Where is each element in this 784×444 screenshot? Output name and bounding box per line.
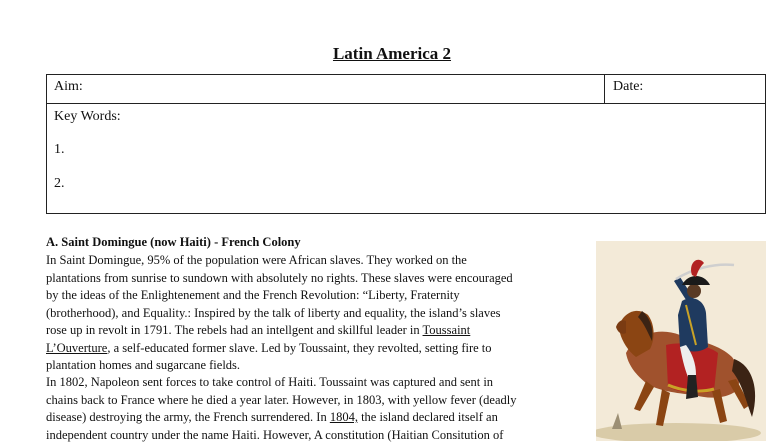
- text-line: by the ideas of the Enlightenement and the French Revolution: “Liberty, Fraternity: [46, 287, 588, 305]
- date-cell[interactable]: [605, 75, 765, 103]
- toussaint-link-part1: Toussaint: [423, 323, 471, 337]
- text-line: independent country under the name Haiti. However, A constitution (Haitian Consitution of: [46, 427, 588, 444]
- aim-cell[interactable]: [47, 75, 605, 103]
- page-title: Latin America 2: [0, 44, 784, 64]
- key-words-label: Key Words:: [54, 109, 121, 125]
- toussaint-link-part2: L’Ouverture: [46, 341, 107, 355]
- aim-date-row: [47, 75, 765, 104]
- text-line: chains back to France where he died a year later. However, in 1803, with yellow fever (deadly: [46, 392, 588, 410]
- paragraph-1: [46, 252, 588, 375]
- text-line: [46, 322, 588, 340]
- text-segment: disease) destroying the army, the French surrendered. In: [46, 410, 330, 424]
- date-label: Date:: [613, 79, 643, 95]
- equestrian-portrait-illustration: [596, 241, 766, 441]
- text-line: (brotherhood), and Equality.: Inspired by the talk of liberty and equality, the island’s slaves: [46, 305, 588, 323]
- section-heading: A. Saint Domingue (now Haiti) - French Colony: [46, 235, 301, 250]
- aim-label: Aim:: [54, 79, 83, 95]
- year-1804-underlined: 1804,: [330, 410, 358, 424]
- text-line: [46, 409, 588, 427]
- header-table: [46, 74, 766, 214]
- paragraph-2: [46, 374, 588, 444]
- text-line: [46, 340, 588, 358]
- text-line: In 1802, Napoleon sent forces to take control of Haiti. Toussaint was captured and sent in: [46, 374, 588, 392]
- text-segment: rose up in revolt in 1791. The rebels had an intellgent and skillful leader in: [46, 323, 423, 337]
- text-line: In Saint Domingue, 95% of the population were African slaves. They worked on the: [46, 252, 588, 270]
- key-word-item-2[interactable]: 2.: [54, 176, 65, 192]
- key-word-item-1[interactable]: 1.: [54, 142, 65, 158]
- text-segment: , a self-educated former slave. Led by Toussaint, they revolted, setting fire to: [107, 341, 491, 355]
- text-segment: the island declared itself an: [358, 410, 498, 424]
- text-line: plantations from sunrise to sundown with absolutely no rights. These slaves were encouraged: [46, 270, 588, 288]
- toussaint-portrait-image: [596, 241, 766, 441]
- text-line: plantation homes and sugarcane fields.: [46, 357, 588, 375]
